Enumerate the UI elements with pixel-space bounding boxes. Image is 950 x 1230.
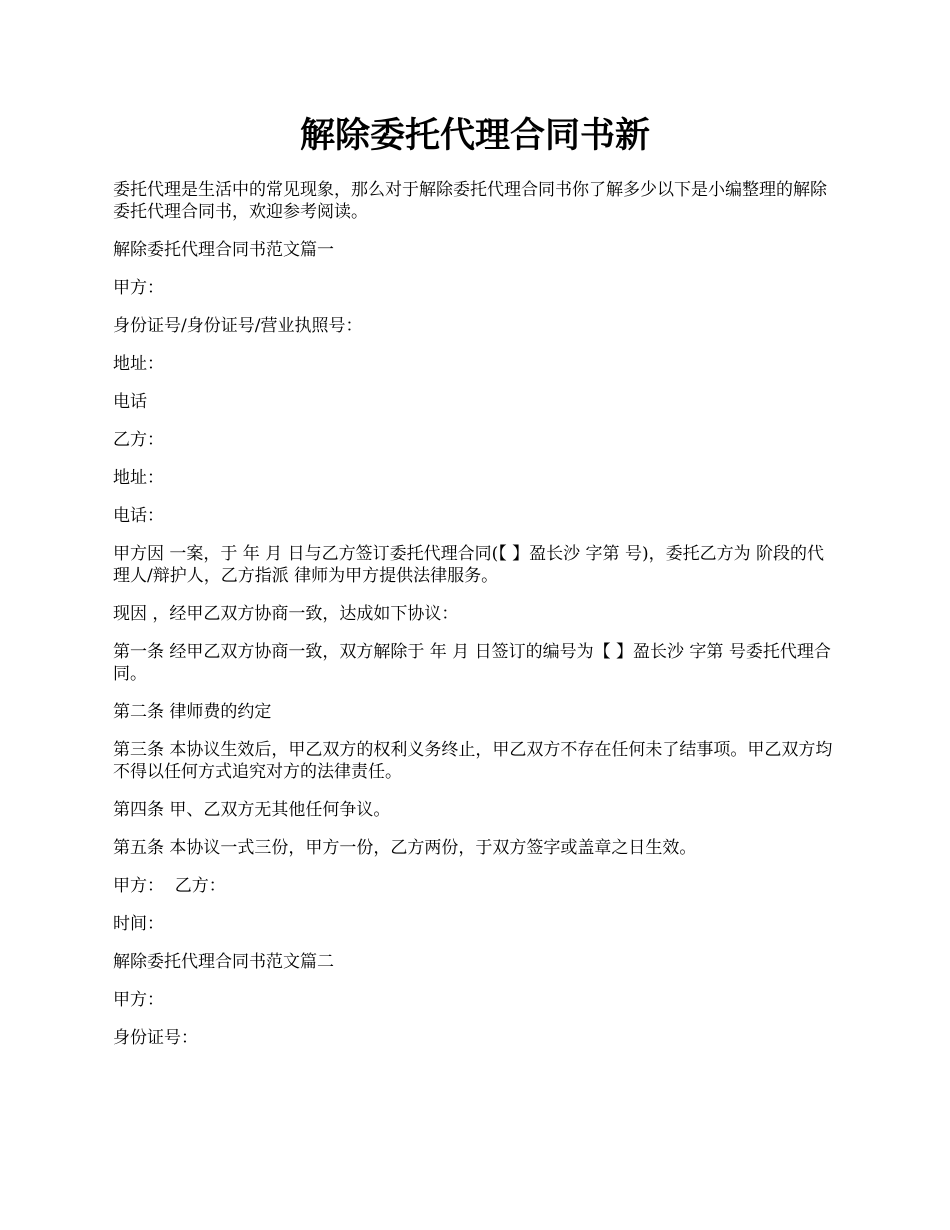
section-heading-one: 解除委托代理合同书范文篇一 xyxy=(113,240,334,260)
intro-paragraph: 委托代理是生活中的常见现象，那么对于解除委托代理合同书你了解多少以下是小编整理的解除委托代理合同书，欢迎参考阅读。 xyxy=(113,180,827,222)
section-heading-two: 解除委托代理合同书范文篇二 xyxy=(113,952,334,972)
party-b-phone-label: 电话： xyxy=(113,506,164,526)
party-a-label-two: 甲方： xyxy=(113,990,164,1010)
party-a-label: 甲方： xyxy=(113,278,164,298)
article-five: 第五条 本协议一式三份，甲方一份，乙方两份，于双方签字或盖章之日生效。 xyxy=(113,838,697,858)
date-line: 时间： xyxy=(113,914,164,934)
document-body xyxy=(113,179,840,1065)
party-a-id-label-two: 身份证号： xyxy=(113,1028,198,1048)
case-paragraph: 甲方因 一案，于 年 月 日与乙方签订委托代理合同(【 】盈长沙 字第 号)，委托乙方为 阶段的代理人/辩护人，乙方指派 律师为甲方提供法律服务。 xyxy=(113,544,824,586)
article-two: 第二条 律师费的约定 xyxy=(113,702,272,722)
article-three: 第三条 本协议生效后，甲乙双方的权利义务终止，甲乙双方不存在任何未了结事项。甲乙双方均不得以任何方式追究对方的法律责任。 xyxy=(113,740,833,782)
agreement-intro: 现因 ，经甲乙双方协商一致，达成如下协议： xyxy=(113,604,459,624)
party-a-address-label: 地址： xyxy=(113,354,164,374)
document-title: 解除委托代理合同书新 xyxy=(299,115,650,156)
signature-line: 甲方： 乙方： xyxy=(113,876,226,896)
party-b-address-label: 地址： xyxy=(113,468,164,488)
party-a-id-label: 身份证号/身份证号/营业执照号： xyxy=(113,316,363,336)
party-b-label: 乙方： xyxy=(113,430,164,450)
article-four: 第四条 甲、乙双方无其他任何争议。 xyxy=(113,800,391,820)
article-one: 第一条 经甲乙双方协商一致，双方解除于 年 月 日签订的编号为【 】盈长沙 字第 号委托代理合同。 xyxy=(113,642,831,684)
party-a-phone-label: 电话 xyxy=(113,392,147,412)
